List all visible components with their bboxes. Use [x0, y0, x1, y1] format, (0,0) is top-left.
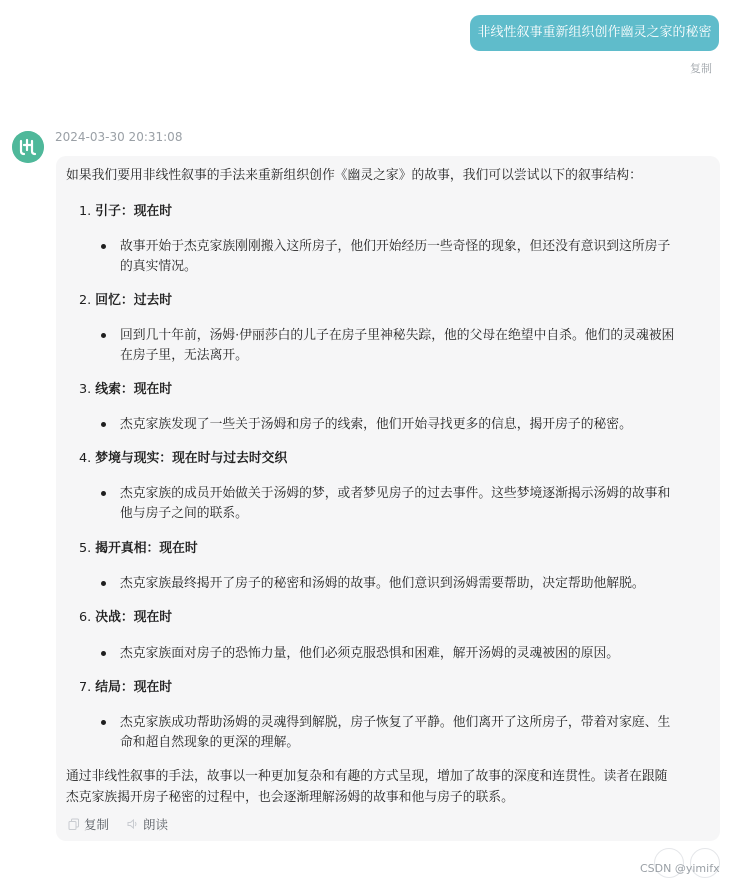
section-heading	[79, 538, 198, 559]
section-title: 引子：现在时	[95, 204, 173, 219]
section-bullet-line: 故事开始于杰克家族刚刚搬入这所房子，他们开始经历一些奇怪的现象，但还没有意识到这所房子	[120, 239, 671, 254]
read-aloud-label: 朗读	[143, 817, 169, 832]
user-message-bubble: 非线性叙事重新组织创作幽灵之家的秘密	[470, 15, 719, 51]
copy-answer-label: 复制	[84, 817, 110, 832]
section-heading	[79, 448, 287, 469]
section-title: 揭开真相：现在时	[95, 541, 198, 556]
bullet-dot	[101, 581, 106, 586]
section-heading	[79, 201, 172, 222]
section-bullet-line: 在房子里，无法离开。	[120, 348, 248, 363]
copy-icon	[68, 818, 80, 830]
bullet-dot	[101, 720, 106, 725]
section-number: 1.	[79, 204, 92, 219]
bullet-dot	[101, 651, 106, 656]
section-heading	[79, 607, 172, 628]
section-bullet-line: 杰克家族发现了一些关于汤姆和房子的线索，他们开始寻找更多的信息，揭开房子的秘密。	[120, 417, 632, 432]
section-title: 回忆：过去时	[95, 293, 173, 308]
section-number: 6.	[79, 610, 92, 625]
bullet-dot	[101, 422, 106, 427]
answer-intro: 如果我们要用非线性叙事的手法来重新组织创作《幽灵之家》的故事，我们可以尝试以下的叙事结构：	[66, 168, 642, 183]
section-bullet-line: 他与房子之间的联系。	[120, 506, 248, 521]
bullet-dot	[101, 244, 106, 249]
section-title: 线索：现在时	[95, 382, 173, 397]
section-number: 2.	[79, 293, 92, 308]
message-timestamp: 2024-03-30 20:31:08	[55, 130, 183, 144]
section-bullet-line: 回到几十年前，汤姆·伊丽莎白的儿子在房子里神秘失踪，他的父母在绝望中自杀。他们的灵魂被困	[120, 328, 675, 343]
section-number: 7.	[79, 680, 92, 695]
section-heading	[79, 379, 172, 400]
section-heading	[79, 290, 172, 311]
chatbot-logo-icon	[12, 131, 44, 163]
copy-answer-button[interactable]	[68, 815, 109, 833]
copy-user-message-button[interactable]: 复制	[690, 62, 712, 75]
read-aloud-button[interactable]	[127, 815, 168, 833]
section-title: 梦境与现实：现在时与过去时交织	[95, 451, 288, 466]
answer-outro-line: 通过非线性叙事的手法，故事以一种更加复杂和有趣的方式呈现，增加了故事的深度和连贯性。读者在跟随	[66, 769, 668, 784]
section-number: 5.	[79, 541, 92, 556]
csdn-watermark: CSDN @yimifx	[640, 862, 720, 875]
section-bullet-line: 杰克家族最终揭开了房子的秘密和汤姆的故事。他们意识到汤姆需要帮助，决定帮助他解脱。	[120, 576, 645, 591]
section-bullet-line: 杰克家族的成员开始做关于汤姆的梦，或者梦见房子的过去事件。这些梦境逐渐揭示汤姆的故事和	[120, 486, 671, 501]
section-title: 决战：现在时	[95, 610, 173, 625]
answer-outro-line: 杰克家族揭开房子秘密的过程中，也会逐渐理解汤姆的故事和他与房子的联系。	[66, 790, 514, 805]
bullet-dot	[101, 333, 106, 338]
section-bullet-line: 命和超自然现象的更深的理解。	[120, 735, 300, 750]
section-bullet-line: 杰克家族成功帮助汤姆的灵魂得到解脱，房子恢复了平静。他们离开了这所房子，带着对家庭、生	[120, 715, 671, 730]
section-bullet-line: 的真实情况。	[120, 259, 197, 274]
section-number: 3.	[79, 382, 92, 397]
section-bullet-line: 杰克家族面对房子的恐怖力量，他们必须克服恐惧和困难，解开汤姆的灵魂被困的原因。	[120, 646, 620, 661]
section-title: 结局：现在时	[95, 680, 173, 695]
section-heading	[79, 677, 172, 698]
speaker-icon	[127, 818, 139, 830]
section-number: 4.	[79, 451, 92, 466]
bullet-dot	[101, 491, 106, 496]
